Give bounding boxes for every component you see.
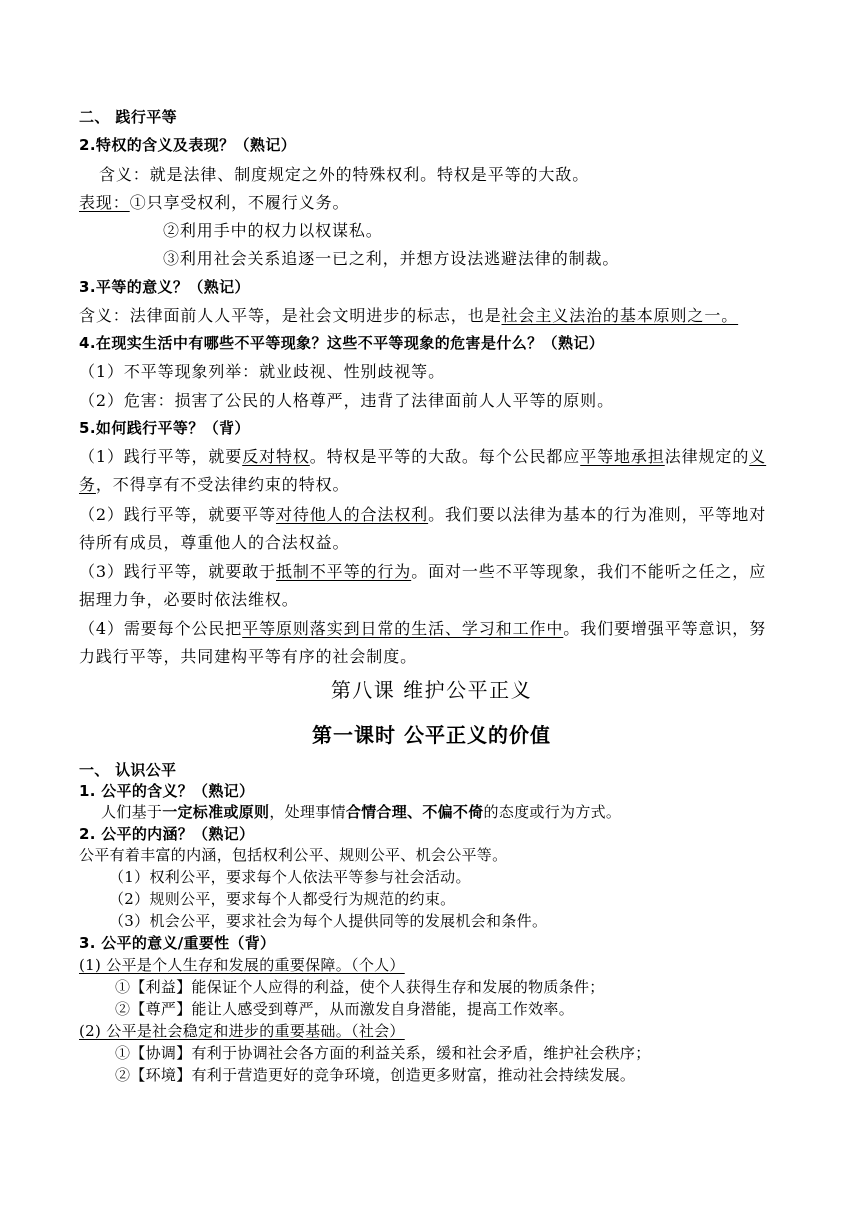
text-run: ①只享受权利，不履行义务。 [129, 193, 350, 212]
paragraph: ③利用社会关系追逐一已之利，并想方设法逃避法律的制裁。 [163, 249, 620, 268]
underlined-text: 社会主义法治的基本原则之一。 [501, 306, 739, 325]
underlined-text: 反对特权 [242, 447, 310, 466]
question-title: 2.特权的含义及表现？（熟记） [79, 136, 297, 154]
text-run: 。特权是平等的大敌。每个公民都应 [309, 447, 581, 466]
underlined-text: 务 [79, 475, 96, 494]
paragraph [79, 190, 349, 216]
paragraph: ②【尊严】能让人感受到尊严，从而激发自身潜能，提高工作效率。 [115, 1000, 575, 1018]
paragraph: （2）危害：损害了公民的人格尊严，违背了法律面前人人平等的原则。 [79, 391, 614, 410]
underlined-text: 抵制不平等的行为 [275, 562, 412, 581]
text-run: （2）践行平等，就要平等 [79, 505, 276, 524]
paragraph: 公平有着丰富的内涵，包括权利公平、规则公平、机会公平等。 [79, 846, 508, 864]
underlined-text: 平等原则落实到日常的生活、学习和工作中 [242, 619, 564, 638]
paragraph [79, 559, 766, 585]
underlined-label: 表现： [79, 193, 130, 212]
question-title: 1. 公平的含义？（熟记） [79, 782, 255, 800]
paragraph: 据理力争，必要时依法维权。 [79, 590, 299, 609]
paragraph: ②利用手中的权力以权谋私。 [163, 221, 383, 240]
question-title: 3. 公平的意义/重要性（背） [79, 934, 276, 952]
underlined-text: 义 [749, 447, 767, 466]
section-heading-practice-equality: 二、 践行平等 [79, 108, 178, 126]
text-run: 。面对一些不平等现象，我们不能听之任之，应 [411, 562, 767, 581]
question-title: 5.如何践行平等？（背） [79, 419, 250, 437]
text-run: ，处理事情 [269, 803, 346, 821]
text-run: 含义：法律面前人人平等，是社会文明进步的标志，也是 [79, 306, 502, 325]
underlined-text: 对待他人的合法权利 [275, 505, 429, 524]
section-heading-understand-fairness: 一、 认识公平 [79, 761, 177, 779]
text-run: （3）践行平等，就要敢于 [79, 562, 276, 581]
text-run: 。我们要增强平等意识，努 [563, 619, 767, 638]
underlined-point: (1) 公平是个人生存和发展的重要保障。（个人） [79, 956, 405, 974]
paragraph: ①【协调】有利于协调社会各方面的利益关系，缓和社会矛盾，维护社会秩序； [115, 1044, 651, 1062]
paragraph: （3）机会公平，要求社会为每个人提供同等的发展机会和条件。 [109, 912, 548, 930]
paragraph: （1）权利公平，要求每个人依法平等参与社会活动。 [109, 868, 471, 886]
text-run: （4）需要每个公民把 [79, 619, 243, 638]
paragraph [79, 472, 349, 498]
paragraph [101, 802, 621, 822]
paragraph [79, 303, 738, 329]
paragraph: ①【利益】能保证个人应得的利益，使个人获得生存和发展的物质条件； [115, 978, 605, 996]
question-title: 4.在现实生活中有哪些不平等现象？这些不平等现象的危害是什么？（熟记） [79, 334, 605, 352]
lesson-title: 第八课 维护公平正义 [330, 678, 533, 702]
question-title: 3.平等的意义？（熟记） [79, 278, 250, 296]
text-run: 法律规定的 [664, 447, 750, 466]
text-run: （1）践行平等，就要 [79, 447, 243, 466]
text-run: 人们基于 [101, 803, 163, 821]
paragraph: 待所有成员，尊重他人的合法权益。 [79, 533, 350, 552]
paragraph [79, 444, 766, 470]
underlined-point: (2) 公平是社会稳定和进步的重要基础。（社会） [79, 1022, 405, 1040]
paragraph: ②【环境】有利于营造更好的竞争环境，创造更多财富，推动社会持续发展。 [115, 1066, 636, 1084]
paragraph: 力践行平等，共同建构平等有序的社会制度。 [79, 647, 418, 666]
text-run: 。我们要以法律为基本的行为准则，平等地对 [428, 505, 767, 524]
paragraph: （1）不平等现象列举：就业歧视、性别歧视等。 [79, 362, 445, 381]
text-run: ，不得享有不受法律约束的特权。 [95, 475, 350, 494]
underlined-text: 平等地承担 [580, 447, 665, 466]
lesson-subtitle: 第一课时 公平正义的价值 [312, 723, 551, 747]
question-title: 2. 公平的内涵？（熟记） [79, 825, 255, 843]
paragraph: 含义：就是法律、制度规定之外的特殊权利。特权是平等的大敌。 [99, 165, 590, 184]
bold-text: 一定标准或原则 [162, 803, 270, 821]
bold-text: 合情合理、不偏不倚 [345, 803, 484, 821]
paragraph: （2）规则公平，要求每个人都受行为规范的约束。 [109, 890, 456, 908]
paragraph [79, 502, 766, 528]
text-run: 的态度或行为方式。 [483, 803, 622, 821]
paragraph [79, 616, 766, 642]
